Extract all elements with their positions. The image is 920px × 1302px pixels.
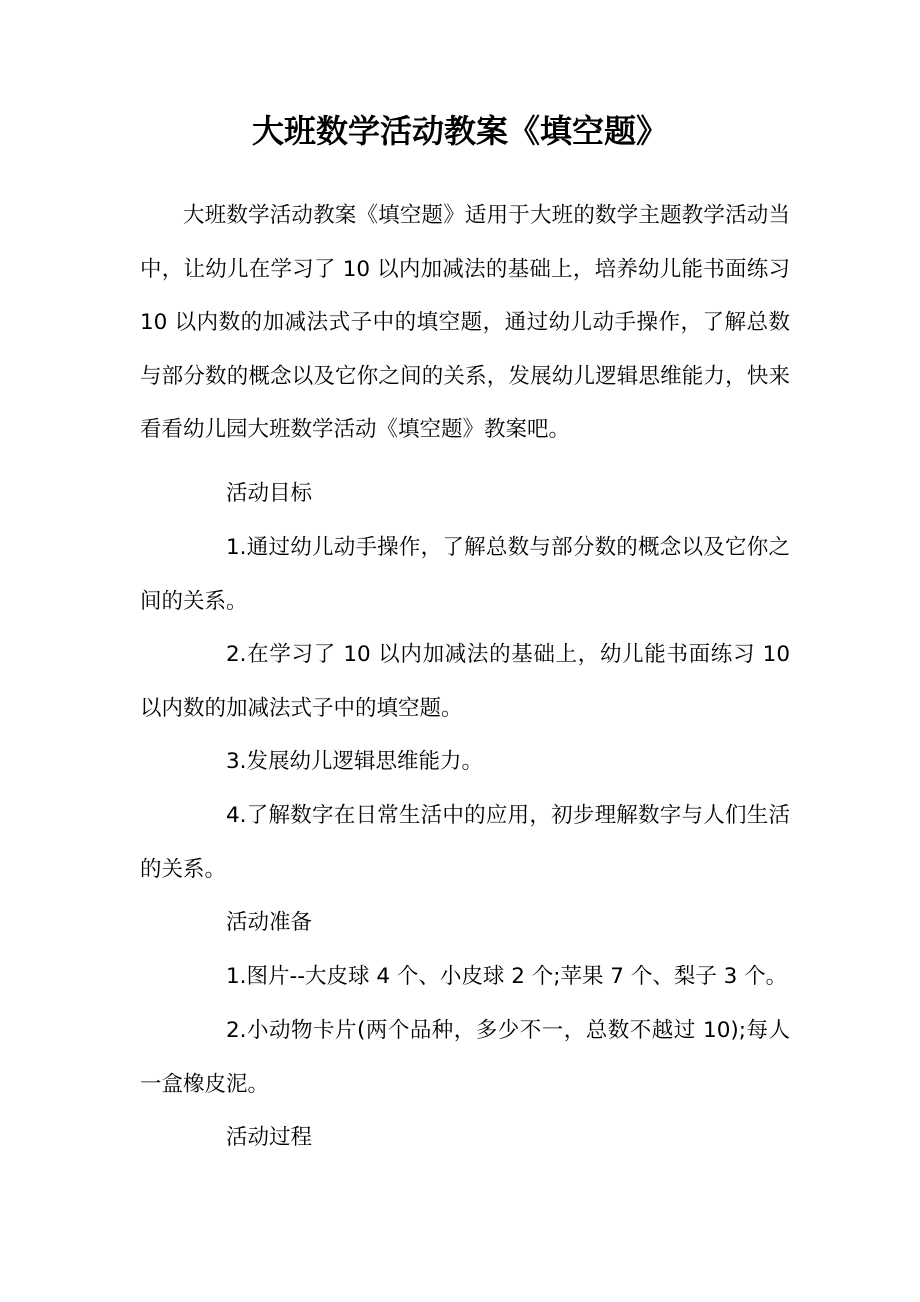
document-title: 大班数学活动教案《填空题》 [251, 112, 668, 150]
goal-item-3: 3.发展幼儿逻辑思维能力。 [226, 749, 484, 774]
section-heading-prep: 活动准备 [226, 910, 313, 935]
section-heading-goals: 活动目标 [226, 481, 313, 506]
prep-item-2: 2.小动物卡片(两个品种，多少不一，总数不越过 10);每人一盒橡皮泥。 [140, 1018, 790, 1097]
prep-item-1: 1.图片--大皮球 4 个、小皮球 2 个;苹果 7 个、梨子 3 个。 [226, 964, 788, 989]
intro-paragraph: 大班数学活动教案《填空题》适用于大班的数学主题教学活动当中，让幼儿在学习了 10 以内加减法的基础上，培养幼儿能书面练习 10 以内数的加减法式子中的填空题，通过幼儿动手操作，了解总数与部分数的概念以及它你之间的关系，发展幼儿逻辑思维能力，快来看看幼儿园大班数学活动《填空题》教案吧。 [140, 203, 790, 442]
goal-item-1: 1.通过幼儿动手操作，了解总数与部分数的概念以及它你之间的关系。 [140, 535, 790, 614]
goal-item-4: 4.了解数字在日常生活中的应用，初步理解数字与人们生活的关系。 [140, 803, 790, 882]
section-heading-process: 活动过程 [226, 1125, 313, 1150]
goal-item-2: 2.在学习了 10 以内加减法的基础上，幼儿能书面练习 10 以内数的加减法式子中的填空题。 [140, 642, 790, 721]
